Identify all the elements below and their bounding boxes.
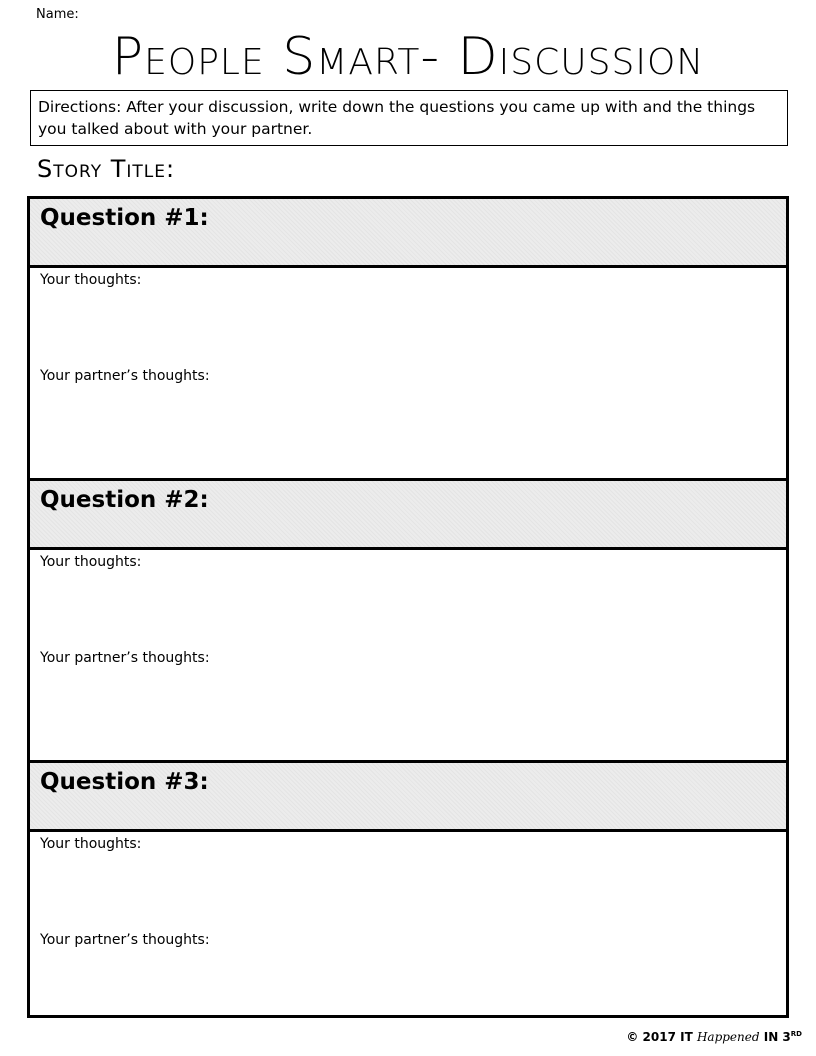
partner-thoughts-label: Your partner’s thoughts:	[40, 650, 210, 666]
question-header: Question #3:	[30, 763, 786, 832]
brand-suffix: IN 3	[763, 1030, 791, 1044]
question-body	[30, 550, 786, 763]
partner-thoughts-label: Your partner’s thoughts:	[40, 932, 210, 948]
question-section-3	[30, 763, 786, 1016]
copyright-prefix: © 2017 IT	[626, 1030, 693, 1044]
question-header: Question #2:	[30, 481, 786, 550]
question-body	[30, 268, 786, 481]
brand-script-word: Happened	[696, 1030, 760, 1044]
your-thoughts-label: Your thoughts:	[40, 554, 142, 570]
partner-thoughts-label: Your partner’s thoughts:	[40, 368, 210, 384]
brand-superscript: RD	[790, 1030, 802, 1038]
your-thoughts-label: Your thoughts:	[40, 836, 142, 852]
directions-box: Directions: After your discussion, write down the questions you came up with and the things you talked about with your partner.	[30, 90, 788, 146]
copyright-footer	[626, 1030, 802, 1044]
question-body	[30, 832, 786, 1016]
story-title-label: Story Title:	[37, 155, 176, 183]
question-section-2	[30, 481, 786, 763]
question-header: Question #1:	[30, 199, 786, 268]
your-thoughts-label: Your thoughts:	[40, 272, 142, 288]
name-label: Name:	[36, 7, 79, 22]
page-title: People Smart- Discussion	[111, 27, 705, 87]
worksheet-table	[27, 196, 789, 1018]
question-section-1	[30, 199, 786, 481]
